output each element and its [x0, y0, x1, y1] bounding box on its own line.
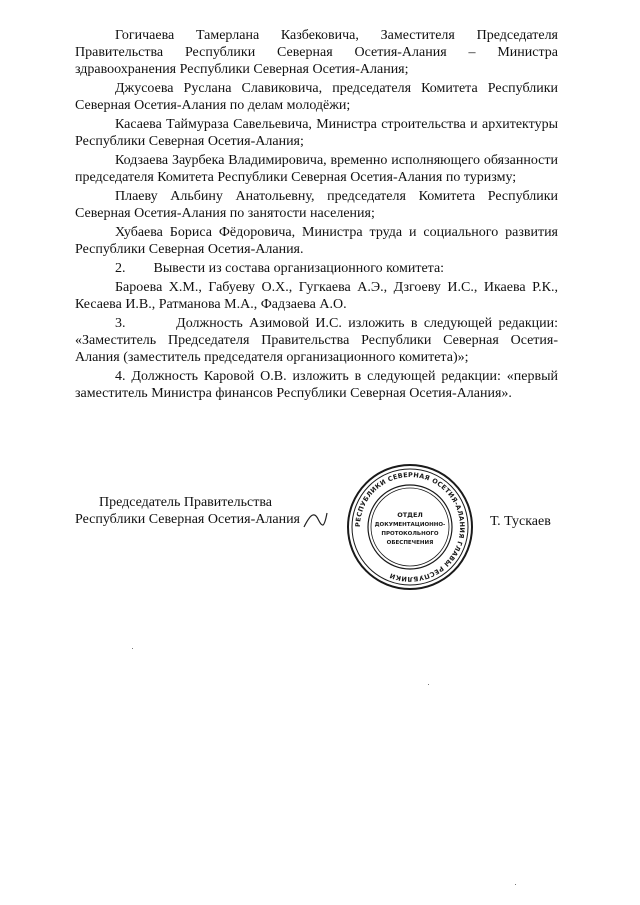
scan-speck: [428, 684, 429, 685]
item-3-azimova: 3. Должность Азимовой И.С. изложить в следующей редакции: «Заместитель Председателя Правительства Республики Северная Осетия-Алания (заместитель председателя организационного комитета)»;: [75, 316, 562, 365]
paragraph-gogichaev: Гогичаева Тамерлана Казбековича, Заместителя Председателя Правительства Республики Северная Осетия-Алания – Министра здравоохранения Республики Северная Осетия-Алания;: [75, 28, 558, 77]
official-seal-stamp: [345, 462, 475, 592]
handwritten-signature: [300, 505, 330, 535]
paragraph-kasaev: Касаева Таймураза Савельевича, Министра строительства и архитектуры Республики Северная Осетия-Алания;: [75, 117, 558, 149]
item-2-heading: 2. Вывести из состава организационного комитета:: [115, 261, 445, 276]
signature-block: [75, 494, 335, 528]
paragraph-khubaev: Хубаева Бориса Фёдоровича, Министра труда и социального развития Республики Северная Осетия-Алания.: [75, 225, 558, 257]
scan-speck: [515, 884, 516, 885]
seal-ring-text: РЕСПУБЛИКИ СЕВЕРНАЯ ОСЕТИЯ-АЛАНИЯ ГЛАВЫ РЕСПУБЛИКИ: [353, 470, 467, 584]
paragraph-kodzaev: Кодзаева Заурбека Владимировича, временно исполняющего обязанности председателя Комитета Республики Северная Осетия-Алания по туризму;: [75, 153, 558, 185]
document-body: [75, 27, 562, 404]
item-4-karova: 4. Должность Каровой О.В. изложить в следующей редакции: «первый заместитель Министра финансов Республики Северная Осетия-Алания».: [75, 369, 558, 401]
signature-title-line1: Председатель Правительства: [99, 495, 272, 510]
item-2-removed-list: Бароева Х.М., Габуеву О.Х., Гугкаева А.Э., Дзгоеву И.С., Икаева Р.К., Кесаева И.В., Ратманова М.А., Фадзаева А.О.: [75, 280, 558, 312]
seal-center-line-3: ПРОТОКОЛЬНОГО: [381, 531, 439, 537]
paragraph-plaeva: Плаеву Альбину Анатольевну, председателя Комитета Республики Северная Осетия-Алания по занятости населения;: [75, 189, 558, 221]
seal-center-line-4: ОБЕСПЕЧЕНИЯ: [386, 540, 434, 546]
signer-name: Т. Тускаев: [490, 514, 551, 529]
paragraph-dzhusoev: Джусоева Руслана Славиковича, председателя Комитета Республики Северная Осетия-Алания по делам молодёжи;: [75, 81, 558, 113]
seal-center-line-2: ДОКУМЕНТАЦИОННО-: [374, 522, 446, 528]
seal-center-line-1: ОТДЕЛ: [397, 511, 423, 519]
signature-title-line2: Республики Северная Осетия-Алания: [75, 512, 300, 527]
scan-speck: [132, 648, 133, 649]
